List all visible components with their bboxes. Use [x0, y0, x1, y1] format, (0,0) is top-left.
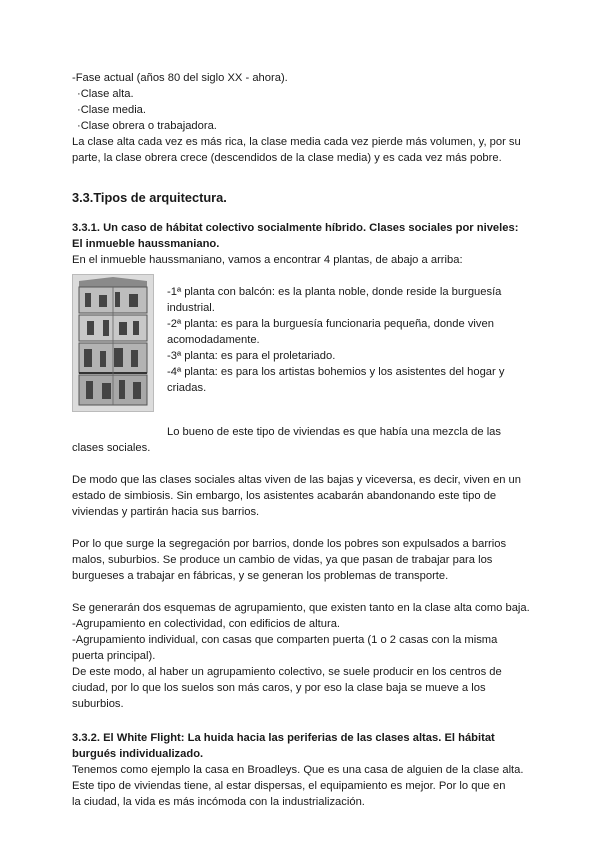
- subsection-heading: 3.3.1. Un caso de hábitat colectivo socialmente híbrido. Clases sociales por niveles:: [72, 222, 519, 234]
- paragraph-line: -Agrupamiento individual, con casas que comparten puerta (1 o 2 casas con la misma: [72, 634, 498, 646]
- paragraph-line: puerta principal).: [72, 650, 156, 662]
- summary-line: La clase alta cada vez es más rica, la clase media cada vez pierde más volumen, y, por su: [72, 136, 521, 148]
- paragraph-line: Este tipo de viviendas tiene, al estar dispersas, el equipamiento es mejor. Por lo que en: [72, 780, 506, 792]
- haussmann-building-illustration: [72, 274, 154, 412]
- class-item: ·Clase obrera o trabajadora.: [77, 120, 217, 132]
- floor-line: -1ª planta con balcón: es la planta noble, donde reside la burguesía: [167, 286, 502, 298]
- subsection-heading: burgués individualizado.: [72, 748, 204, 760]
- paragraph-line: Se generarán dos esquemas de agrupamiento, que existen tanto en la clase alta como baja.: [72, 602, 530, 614]
- class-item: ·Clase media.: [77, 104, 147, 116]
- class-item: ·Clase alta.: [77, 88, 134, 100]
- paragraph-line: malos, suburbios. Se produce un cambio de vidas, ya que pasan de trabajar para los: [72, 554, 493, 566]
- phase-line: -Fase actual (años 80 del siglo XX - ahora).: [72, 72, 288, 84]
- paragraph-line: suburbios.: [72, 698, 124, 710]
- floor-line: -2ª planta: es para la burguesía funcionaria pequeña, donde viven: [167, 318, 494, 330]
- document-page: [72, 70, 532, 810]
- paragraph-line: burgueses a trabajar en fábricas, y se generan los problemas de transporte.: [72, 570, 449, 582]
- mix-line: Lo bueno de este tipo de viviendas es que había una mezcla de las: [167, 426, 501, 438]
- figure-row: [72, 274, 532, 424]
- summary-line: parte, la clase obrera crece (descendidos de la clase media) y es cada vez más pobre.: [72, 152, 502, 164]
- paragraph-line: estado de simbiosis. Sin embargo, los asistentes acabarán abandonando este tipo de: [72, 490, 497, 502]
- floor-line: acomodadamente.: [167, 334, 260, 346]
- paragraph-line: -Agrupamiento en colectividad, con edificios de altura.: [72, 618, 341, 630]
- floor-line: -3ª planta: es para el proletariado.: [167, 350, 336, 362]
- paragraph-line: ciudad, por lo que los suelos son más caros, y por eso la clase baja se mueve a los: [72, 682, 486, 694]
- subsection-heading: El inmueble haussmaniano.: [72, 238, 220, 250]
- floor-line: -4ª planta: es para los artistas bohemios y los asistentes del hogar y: [167, 366, 505, 378]
- floor-line: industrial.: [167, 302, 215, 314]
- mix-line: clases sociales.: [72, 442, 151, 454]
- paragraph-line: Por lo que surge la segregación por barrios, donde los pobres son expulsados a barrios: [72, 538, 507, 550]
- paragraph-line: De este modo, al haber un agrupamiento colectivo, se suele producir en los centros de: [72, 666, 502, 678]
- floor-line: criadas.: [167, 382, 207, 394]
- paragraph-line: viviendas y partirán hacia sus barrios.: [72, 506, 260, 518]
- subsection-intro: En el inmueble haussmaniano, vamos a encontrar 4 plantas, de abajo a arriba:: [72, 254, 463, 266]
- paragraph-line: la ciudad, la vida es más incómoda con la industrialización.: [72, 796, 365, 808]
- section-heading: 3.3.Tipos de arquitectura.: [72, 190, 227, 205]
- paragraph-line: Tenemos como ejemplo la casa en Broadleys. Que es una casa de alguien de la clase alta.: [72, 764, 524, 776]
- paragraph-line: De modo que las clases sociales altas viven de las bajas y viceversa, es decir, viven en un: [72, 474, 521, 486]
- floors-list: [167, 284, 532, 396]
- subsection-heading: 3.3.2. El White Flight: La huida hacia las periferias de las clases altas. El hábitat: [72, 732, 495, 744]
